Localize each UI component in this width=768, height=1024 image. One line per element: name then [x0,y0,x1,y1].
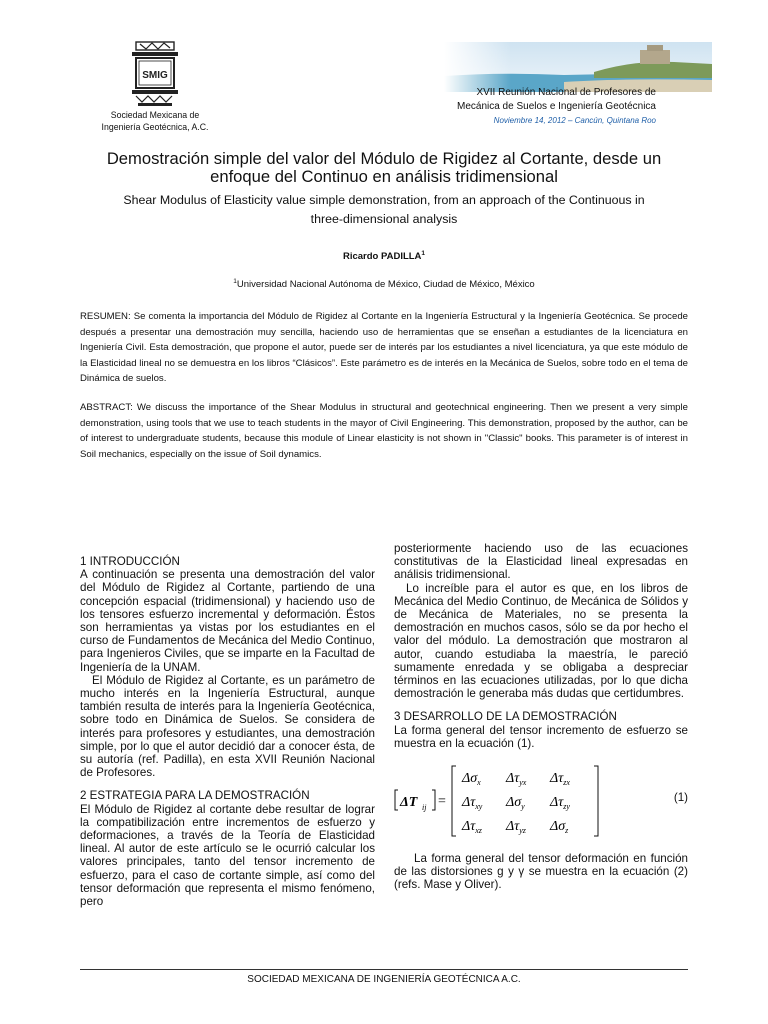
section-2-paragraph-1-continued: posteriormente haciendo uso de las ecuaciones constitutivas de la Elasticidad lineal expresadas en análisis tridimensional. [394,542,688,582]
title-line-1: Demostración simple del valor del Módulo de Rigidez al Cortante, desde un [106,149,662,168]
matrix-cell: $\Delta\tau_{yx}$ [506,771,527,788]
equation-1 [394,764,688,838]
stress-tensor-matrix [394,764,624,838]
section-2-heading: 2 ESTRATEGIA PARA LA DEMOSTRACIÓN [80,789,310,803]
footer: SOCIEDAD MEXICANA DE INGENIERÍA GEOTÉCNICA A.C. [247,974,521,985]
section-1-paragraph-2: El Módulo de Rigidez al Cortante, es un parámetro de mucho interés en la Ingeniería Estructural, aunque también resulta de interés para la Ingeniería Geotécnica, sobre todo en Dinámica de Suelos. Se considera de interés para profesores y estudiantes, una demostración simple, por lo que el autor decidió dar a conocer ésta, de su autoría (ref. Padilla), en esta XVII Reunión Nacional de Profesores. [80,673,375,780]
section-3-paragraph-2: La forma general del tensor deformación en función de las distorsiones g y γ se muestra en la ecuación (2) (refs. Mase y Oliver). [394,852,688,892]
affiliation [80,279,688,290]
logo-text: SMIG [142,70,168,81]
matrix-cells [461,771,570,835]
section-2-paragraph-2: Lo increíble para el autor es que, en los libros de Mecánica del Medio Continuo, de Mecánica de Sólidos y de Mecánica de Materiales, no se presenta la demostración en muchos casos, sólo se da por hecho el valor del módulo. La demostración que mostraron al autor, cuando estudiaba la maestría, le pareció sumamente enredada y se obligaba a despreciar términos en las ecuaciones utilizadas, por lo que dicha demostración le generaba más dudas que certidumbres. [394,581,688,701]
matrix-cell: $\Delta\tau_{xy}$ [462,795,483,812]
matrix-cell: $\Delta\tau_{xz}$ [462,819,482,836]
title-line-2: enfoque del Continuo en análisis tridimensional [210,167,558,186]
section-1-heading: 1 INTRODUCCIÓN [80,555,180,568]
society-line-1: Sociedad Mexicana de [110,110,200,121]
matrix-cell: $\Delta\sigma_y$ [506,795,525,812]
meeting-date: Noviembre 14, 2012 – Cancún, Quintana Roo [493,116,656,125]
affiliation-text: Universidad Nacional Autónoma de México, Ciudad de México, México [236,279,535,290]
beach-ruins-banner [444,42,712,92]
section-3-paragraph-1: La forma general del tensor incremento de esfuerzo se muestra en la ecuación (1). [394,723,688,750]
matrix-cell: $\Delta\tau_{zx}$ [550,771,570,788]
resumen: RESUMEN: Se comenta la importancia del Módulo de Rigidez al Cortante en la Ingeniería Estructural y la Ingeniería Geotécnica. Se procede después a presentar una demostración muy sencilla, haciendo uso de herramientas que se enseñan a estudiantes de la licenciatura en Ingeniería Civil. Esta demostración, que propone el autor, puede ser de interés par los estudiantes a nivel licenciatura, ya que este módulo de la Elasticidad lineal no se demuestra en los libros “Clásicos”. Este parámetro es de interés en la Mecánica de Suelos, sobre todo en el tema de Dinámica de suelos. [80,311,688,384]
right-column [394,542,688,892]
author [80,251,688,262]
society-name [86,110,224,134]
left-column [80,555,375,908]
footer-rule [80,969,688,970]
abstract: ABSTRACT: We discuss the importance of the Shear Modulus in structural and geotechnical engineering. Then we present a very simple demonstration, using tools that we use to teach students in the mayor of Civil Engineering. This demonstration, proposed by the author, can be of interest to undergraduate students, because this module of Linear elasticity is not shown in "Classic" books. This parameter is of interest in Soil mechanics, especially on the issue of Soil dynamics. [80,402,688,460]
affiliation-mark: 1 [233,277,237,285]
matrix-cell: $\Delta\tau_{zy}$ [550,795,570,812]
author-mark: 1 [421,249,426,257]
equation-1-number: (1) [673,791,688,805]
english-title-line-2: three-dimensional analysis [310,212,458,226]
section-1-paragraph-1: A continuación se presenta una demostración del valor del Módulo de Rigidez al Cortante, partiendo de una concepción espacial (tridimensional) y haciendo uso de los tensores esfuerzo incremental y deformación. Éstos son herramientas ya vistas por los estudiantes en el curso de Fundamentos de Mecánica del Medio Continuo, para Ingenieros Civiles, que se imparte en la Facultad de Ingeniería de la UNAM. [80,568,375,674]
svg-text:=: = [438,794,446,810]
society-line-2: Ingeniería Geotécnica, A.C. [101,122,209,133]
english-title-line-1: Shear Modulus of Elasticity value simple demonstration, from an approach of the Continuous in [123,193,645,207]
matrix-cell: $\Delta\sigma_z$ [550,819,569,836]
author-name: Ricardo PADILLA [342,251,422,262]
smig-logo [130,40,180,108]
lhs-subscript: ij [422,803,427,813]
meeting-line-1: XVII Reunión Nacional de Profesores de [476,87,656,98]
lhs-symbol: ΔT [400,795,418,811]
section-2-paragraph-1: El Módulo de Rigidez al cortante debe resultar de lograr la compatibilización entre incrementos de esfuerzo y deformaciones, a través de la Teoría de Elasticidad lineal. Al autor de este artículo se le ocurrió calcular los valores principales, tanto del tensor incremento de esfuerzo, para el caso de cortante simple, así como del tensor deformación que representa el mismo fenómeno, pero [80,802,375,909]
matrix-cell: $\Delta\tau_{yz}$ [506,819,526,836]
english-title [80,191,688,229]
meeting-info [430,86,656,128]
paper-title [80,150,688,186]
meeting-line-2: Mecánica de Suelos e Ingeniería Geotécnica [456,101,656,112]
section-3-heading: 3 DESARROLLO DE LA DEMOSTRACIÓN [394,710,617,724]
matrix-cell: $\Delta\sigma_x$ [462,771,481,788]
